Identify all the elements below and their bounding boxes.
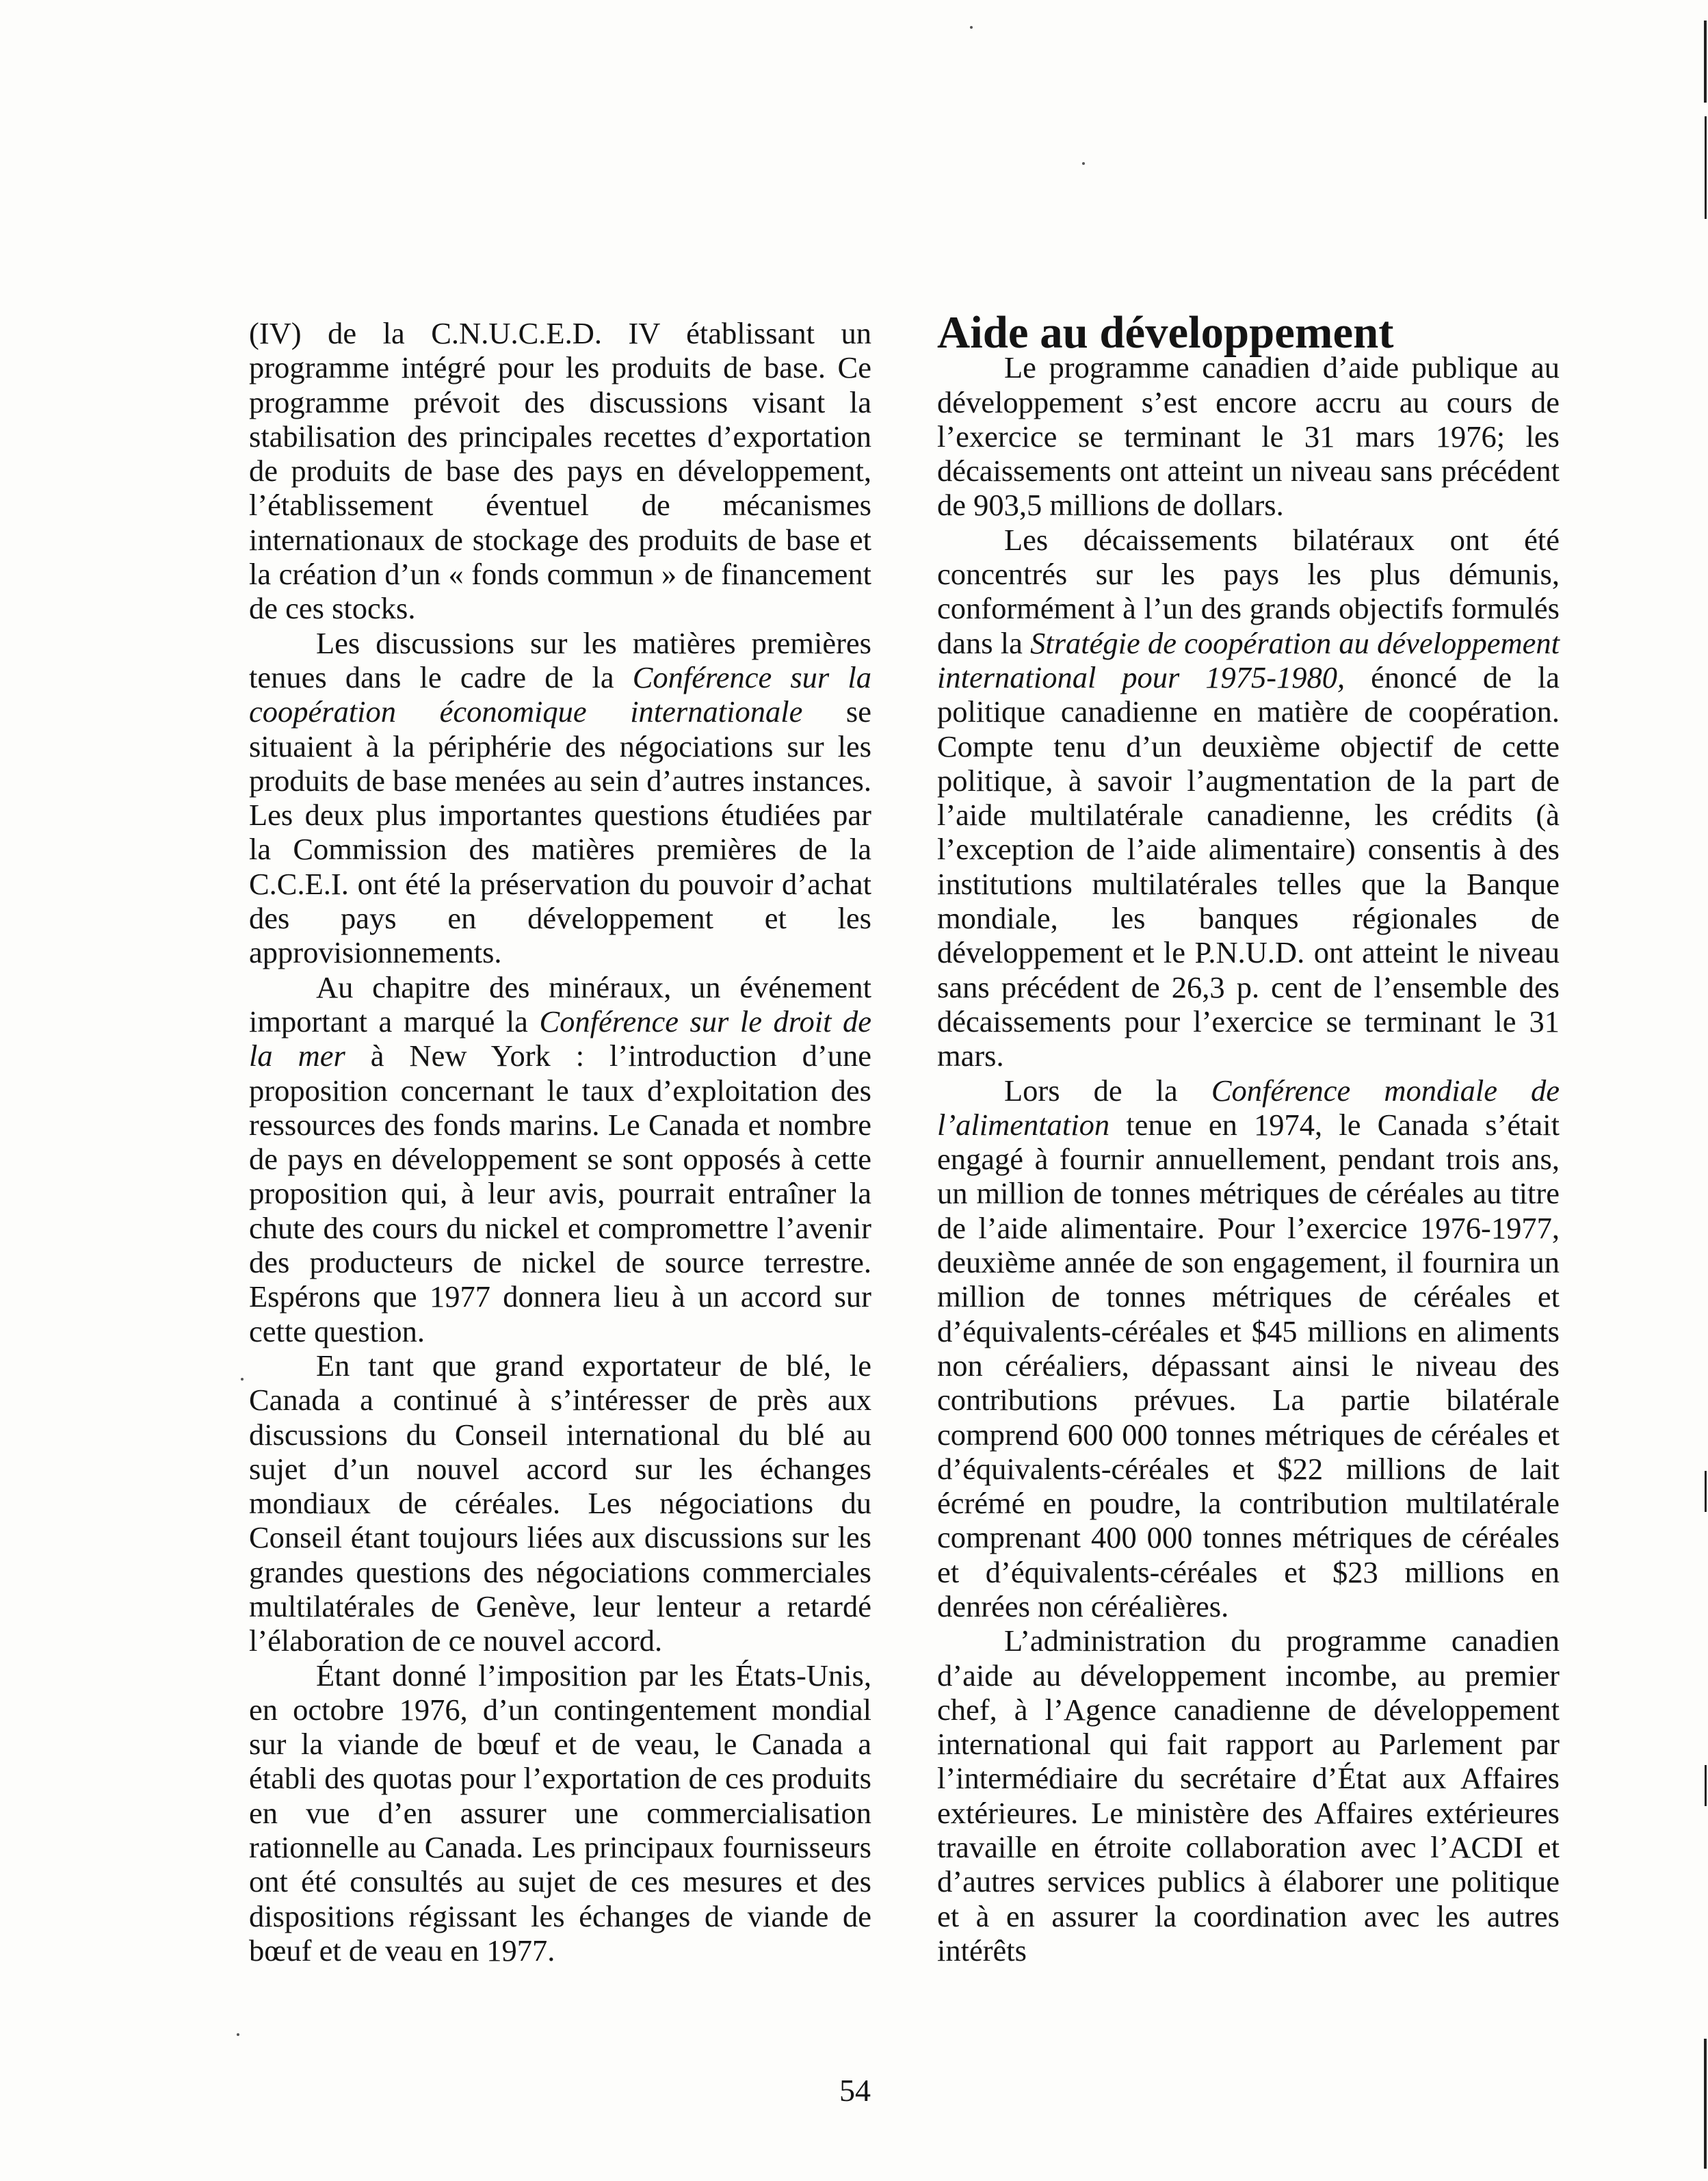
text-run: Les discussions sur les matières premières tenues dans le cadre de la [249,625,871,694]
paragraph [937,1073,1560,1624]
scan-edge-mark [1704,21,1707,103]
conference-title: Conférence mondiale de l’alimentation [937,1073,1560,1142]
scan-edge-mark [1705,1471,1707,1512]
text-run: énoncé de la politique canadienne en matière de coopération. Compte tenu d’un deuxième objectif de cette politique, à savoir l’augmentation de la part de l’aide multilatérale canadienne, les crédits (à l’exception de l’aide alimentaire) consentis à des institutions multilatérales telles que la Banque mondiale, les banques régionales de développement et le P.N.U.D. ont atteint le niveau sans précédent de 26,3 p. cent de l’ensemble des décaissements pour l’exercice se terminant le 31 mars. [937,659,1560,1073]
scan-speck [241,1378,244,1381]
text-run: Au chapitre des minéraux, un événement important a marqué la [249,969,871,1039]
page-number: 54 [839,2073,871,2108]
paragraph: L’administration du programme canadien d’aide au développement incombe, au premier chef, à l’Agence canadienne de développement international qui fait rapport au Parlement par l’intermédiaire du secrétaire d’État aux Affaires extérieures. Le ministère des Affaires extérieures travaille en étroite collaboration avec l’ACDI et d’autres services publics à élaborer une politique et à en assurer la coordination avec les autres intérêts [937,1623,1560,1968]
left-column [249,316,871,1968]
paragraph: Le programme canadien d’aide publique au développement s’est encore accru au cours de l’exercice se terminant le 31 mars 1976; les décaissements ont atteint un niveau sans précédent de 903,5 millions de dollars. [937,350,1560,523]
right-column [937,308,1560,1968]
section-heading: Aide au développement [937,308,1394,358]
scan-speck [970,26,973,29]
paragraph [249,970,871,1348]
paragraph: Étant donné l’imposition par les États-Unis, en octobre 1976, d’un contingentement mondial sur la viande de bœuf et de veau, le Canada a établi des quotas pour l’exportation de ces produits en vue d’en assurer une commercialisation rationnelle au Canada. Les principaux fournisseurs ont été consultés au sujet de ces mesures et des dispositions régissant les échanges de viande de bœuf et de veau en 1977. [249,1658,871,1968]
scan-speck [1082,162,1085,165]
paragraph [249,626,871,970]
paragraph [937,523,1560,1073]
conference-title: Conférence sur le droit de la mer [249,1004,871,1073]
scan-edge-mark [1705,116,1707,219]
paragraph: En tant que grand exportateur de blé, le Canada a continué à s’intéresser de près aux discussions du Conseil international du blé au sujet d’un nouvel accord sur les échanges mondiaux de céréales. Les négociations du Conseil étant toujours liées aux discussions sur les grandes questions des négociations commerciales multilatérales de Genève, leur lenteur a retardé l’élaboration de ce nouvel accord. [249,1348,871,1658]
scan-speck [237,2033,239,2036]
text-run: à New York : l’introduction d’une proposition concernant le taux d’exploitation des ressources des fonds marins. Le Canada et nombre de pays en développement se sont opposés à cette proposition qui, à leur avis, pourrait entraîner la chute des cours du nickel et compromettre l’avenir des producteurs de nickel de source terrestre. Espérons que 1977 donnera lieu à un accord sur cette question. [249,1039,872,1348]
text-run: se situaient à la périphérie des négociations sur les produits de base menées au sein d’autres instances. Les deux plus importantes questions étudiées par la Commission des matières premières de la C.C.E.I. ont été la préservation du pouvoir d’achat des pays en développement et les approvisionnements. [249,694,871,970]
text-run: Les décaissements bilatéraux ont été concentrés sur les pays les plus démunis, conformément à l’un des grands objectifs formulés dans la [937,522,1560,660]
paragraph: (IV) de la C.N.U.C.E.D. IV établissant un programme intégré pour les produits de base. Ce programme prévoit des discussions visant la stabilisation des principales recettes d’exportation de produits de base des pays en développement, l’établissement éventuel de mécanismes internationaux de stockage des produits de base et la création d’un « fonds commun » de financement de ces stocks. [249,316,871,626]
conference-title: Conférence sur la coopération économique internationale [249,659,872,729]
text-run: Lors de la [1004,1073,1211,1108]
scan-edge-mark [1704,2039,1707,2169]
strategy-title: Stratégie de coopération au développement international pour 1975-1980, [937,625,1560,694]
scan-edge-mark [1705,1765,1707,1806]
text-run: tenue en 1974, le Canada s’était engagé à fournir annuellement, pendant trois ans, un million de tonnes métriques de céréales au titre de l’aide alimentaire. Pour l’exercice 1976-1977, deuxième année de son engagement, il fournira un million de tonnes métriques de céréales et d’équivalents-céréales et $45 millions en aliments non céréaliers, dépassant ainsi le niveau des contributions prévues. La partie bilatérale comprend 600 000 tonnes métriques de céréales et d’équivalents-céréales et $22 millions de lait écrémé en poudre, la contribution multilatérale comprenant 400 000 tonnes métriques de céréales et d’équivalents-céréales et $23 millions en denrées non céréalières. [937,1107,1560,1623]
